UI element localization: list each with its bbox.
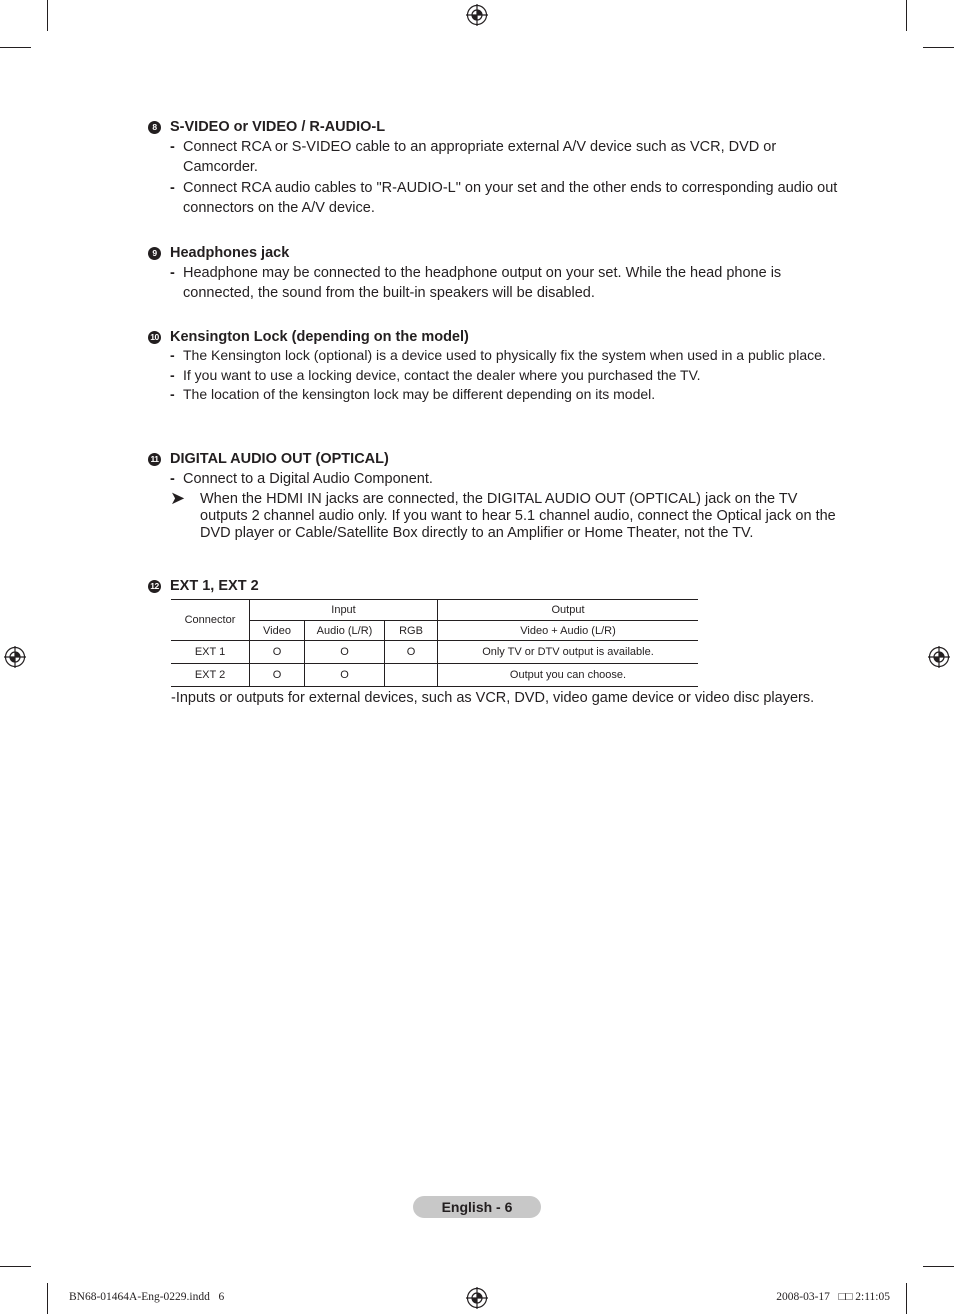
section-number-badge: 9: [148, 247, 161, 260]
section-title: S-VIDEO or VIDEO / R-AUDIO-L: [170, 119, 386, 135]
section-kensington: [148, 328, 838, 405]
crop-mark: [0, 47, 31, 48]
registration-mark-icon: [928, 646, 950, 668]
section-title: Headphones jack: [170, 245, 290, 261]
list-item: - If you want to use a locking device, contact the dealer where you purchased the TV.: [170, 366, 701, 383]
section-s-video: [148, 118, 838, 218]
section-number-badge: 10: [148, 331, 161, 344]
section-headphones: [148, 244, 838, 303]
table-footnote: -Inputs or outputs for external devices, such as VCR, DVD, video game device or video disc players.: [171, 690, 815, 706]
section-number-badge: 12: [148, 580, 161, 593]
section-heading: [148, 244, 838, 262]
crop-mark: [47, 0, 48, 31]
section-heading: [148, 577, 838, 595]
section-title: Kensington Lock (depending on the model): [170, 329, 469, 345]
note-arrow-icon: ➤: [170, 488, 186, 508]
registration-mark-icon: [4, 646, 26, 668]
output-subheader: Video + Audio (L/R): [438, 621, 699, 641]
crop-mark: [906, 1283, 907, 1314]
list-item: - The Kensington lock (optional) is a device used to physically fix the system when used in a public place.: [170, 347, 826, 363]
audio-subheader: Audio (L/R): [305, 621, 385, 641]
list-item: - Headphone may be connected to the headphone output on your set. While the head phone is connected, the sound from the built-in speakers will be disabled.: [170, 265, 782, 301]
section-heading: [148, 450, 838, 468]
page-number-label: English - 6: [413, 1196, 541, 1218]
section-heading: [148, 118, 838, 136]
output-header: Output: [438, 600, 699, 621]
ext-connector-table: [171, 599, 698, 687]
crop-mark: [923, 1266, 954, 1267]
list-item: - Connect to a Digital Audio Component.: [170, 471, 433, 487]
table-row: EXT 1 O O O Only TV or DTV output is available.: [171, 641, 698, 664]
input-header: Input: [250, 600, 438, 621]
section-title: EXT 1, EXT 2: [170, 578, 259, 594]
rgb-subheader: RGB: [385, 621, 438, 641]
section-ext: [148, 577, 838, 595]
list-item: - The location of the kensington lock may be different depending on its model.: [170, 386, 656, 402]
section-title: DIGITAL AUDIO OUT (OPTICAL): [170, 451, 389, 467]
file-slug: BN68-01464A-Eng-0229.indd 6: [69, 1291, 225, 1303]
section-digital-audio-out: [148, 450, 838, 542]
table-row: EXT 2 O O Output you can choose.: [171, 664, 698, 687]
section-number-badge: 8: [148, 121, 161, 134]
crop-mark: [47, 1283, 48, 1314]
crop-mark: [906, 0, 907, 31]
section-heading: [148, 328, 838, 346]
video-subheader: Video: [250, 621, 305, 641]
connector-header: Connector: [171, 600, 250, 641]
list-item: - Connect RCA audio cables to "R-AUDIO-L" on your set and the other ends to corresponding audio out connectors on the A/V device.: [170, 180, 838, 216]
registration-mark-icon: [466, 4, 488, 26]
note: ➤ When the HDMI IN jacks are connected, the DIGITAL AUDIO OUT (OPTICAL) jack on the TV outputs 2 channel audio only. If you want to hear 5.1 channel audio, connect the Optical jack on the DVD player or Cable/Satellite Box directly to an Amplifier or Home Theater, not the TV.: [170, 488, 836, 541]
registration-mark-icon: [466, 1287, 488, 1309]
date-slug: 2008-03-17 □□ 2:11:05: [776, 1291, 890, 1303]
crop-mark: [923, 47, 954, 48]
list-item: - Connect RCA or S-VIDEO cable to an appropriate external A/V device such as VCR, DVD or Camcorder.: [170, 139, 777, 175]
crop-mark: [0, 1266, 31, 1267]
section-number-badge: 11: [148, 453, 161, 466]
